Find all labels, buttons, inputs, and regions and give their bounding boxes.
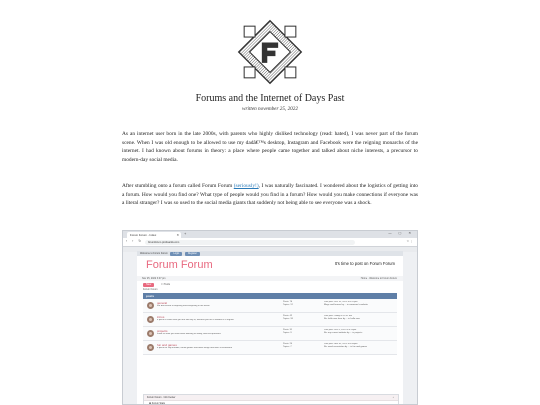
board-posts: Posts: 31	[283, 329, 293, 331]
info-center-title: Forum Forum · Info Center	[147, 396, 176, 399]
board-posts: Posts: 42	[283, 315, 293, 317]
login-button[interactable]: Login	[170, 252, 182, 256]
board-last-post	[324, 315, 396, 321]
tab-title: Forum Forum - Index	[130, 233, 157, 237]
last-post-link[interactable]: Blogs and forums by ... in someone's website	[324, 304, 368, 307]
seriously-link[interactable]: (seriously!)	[233, 183, 259, 189]
board-link[interactable]: Forum Forum	[143, 288, 158, 291]
last-post-link[interactable]: Re: my current website by ... in projects	[324, 332, 363, 335]
forum-actions	[137, 281, 403, 288]
paragraph-text-cont: , I was naturally fascinated. I wondered about the logistics of getting into a forum. How would you find one? What type of people would you find in a forum? How would you make connections if everyone was a literal stranger? I was so used to the social media giants that suddenly not being able to see everyone was a shock.	[122, 183, 419, 207]
last-post-link[interactable]: Re: hello new here by ... in hello new	[324, 318, 360, 321]
forum-tagline: It's time to post on Forum Forum	[334, 261, 395, 266]
board-description: show us what you have been working on lately, and ask questions	[157, 333, 221, 335]
board-posts: Posts: 76	[283, 301, 293, 303]
board-stats	[283, 329, 292, 335]
paragraph-text: After stumbling onto a forum called Forum Forum	[122, 183, 234, 189]
info-center-header	[144, 395, 398, 401]
board-topics: Topics: 12	[283, 304, 293, 307]
last-post-link[interactable]: Re: word association by ... in fun and games	[324, 346, 368, 349]
browser-address-bar	[123, 238, 417, 247]
board-row[interactable]	[143, 327, 397, 341]
browser-tab-bar	[123, 231, 417, 238]
paragraph-forum-forum	[122, 182, 418, 208]
board-stats	[283, 343, 292, 349]
board-row[interactable]	[143, 299, 397, 313]
board-stats	[283, 301, 293, 307]
last-post-date: Last post: Dec 4, 2022 at 9:23pm	[324, 329, 357, 331]
paragraph-intro: As an internet user born in the late 2000s, with parents who highly disliked technology (read: hated), I was never part of the forum scene. When I was old enough to be allowed to use my dadâ€™s desktop, Instagram and Facebook were the reigning monarchs of the internet. I had known about forums in theory: a place where people came together and talked about niche interests, a precursor to modern-day social media.	[122, 131, 418, 163]
last-post-date: Last post: Today at 11:42 am	[324, 315, 352, 317]
nav-arrows-icon[interactable]: ‹ › ↻	[126, 239, 144, 243]
forum-title[interactable]: Forum Forum	[146, 259, 213, 271]
article-title: Forums and the Internet of Days Past	[195, 93, 345, 104]
forum-stats-label: ▦ Forum Stats	[149, 402, 165, 405]
url-field[interactable]: forumforum.proboards.com	[145, 240, 355, 245]
new-thread-button[interactable]: New	[143, 283, 154, 287]
last-post-date: Last post: Nov 30, 2022 at 6:05pm	[324, 343, 358, 345]
breadcrumb-links[interactable]: Home · Welcome to Forum Forum	[360, 277, 397, 280]
board-row[interactable]	[143, 313, 397, 327]
board-icon	[147, 316, 154, 323]
tools-button[interactable]: ☐ Tools	[161, 282, 171, 286]
forum-banner	[137, 256, 403, 276]
board-icon	[147, 344, 154, 351]
board-description: a place for silly threads, forum games and other things that don't fit elsewhere	[157, 347, 233, 349]
category-header: posts	[143, 293, 397, 299]
forum-screenshot	[122, 230, 418, 405]
register-button[interactable]: Register	[185, 252, 200, 256]
board-row[interactable]	[143, 341, 397, 355]
close-tab-icon[interactable]: ✕	[176, 233, 179, 237]
window-controls[interactable]: — ▢ ✕	[388, 231, 414, 235]
welcome-label: Welcome to Forum Forum	[140, 252, 168, 255]
board-description: a place to share who you are and say hi, whether you are a newbie or a regular	[157, 319, 234, 321]
board-name[interactable]: projects	[157, 329, 168, 333]
board-topics: Topics: 7	[283, 346, 292, 349]
site-logo	[236, 18, 304, 86]
info-center-panel	[143, 394, 399, 405]
board-description: For discussion of anything and everything in the forum	[157, 305, 210, 307]
board-icon	[147, 302, 154, 309]
board-name[interactable]: intros	[157, 315, 165, 319]
board-topics: Topics: 9	[283, 332, 292, 335]
board-topics: Topics: 18	[283, 318, 293, 321]
browser-menu-icon[interactable]: ☆ ⋮	[406, 239, 413, 243]
board-name[interactable]: general	[157, 301, 168, 305]
article-byline: written november 25, 2022	[242, 106, 298, 112]
board-name[interactable]: fun and games	[157, 343, 177, 347]
board-icon	[147, 330, 154, 337]
forum-page	[137, 251, 403, 405]
board-stats	[283, 315, 293, 321]
date-label: Nov 25, 2022 3:07 pm	[142, 277, 166, 280]
board-posts: Posts: 24	[283, 343, 293, 345]
expand-icon[interactable]: +	[392, 396, 394, 399]
board-last-post	[324, 329, 396, 335]
board-last-post	[324, 301, 396, 307]
board-last-post	[324, 343, 396, 349]
new-tab-icon[interactable]: +	[184, 231, 187, 236]
last-post-date: Last post: Dec 10, 2022 at 4:12pm	[324, 301, 358, 303]
